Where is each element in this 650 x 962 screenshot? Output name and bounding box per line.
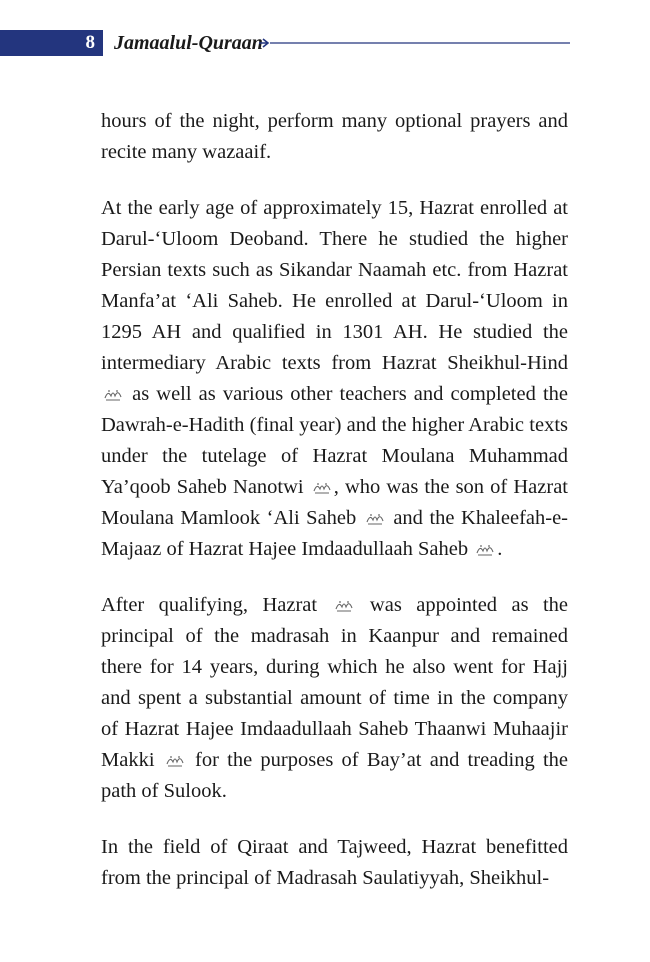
paragraph-4: In the field of Qiraat and Tajweed, Hazrat benefitted from the principal of Madrasah Saulatiyyah, Sheikhul- (101, 836, 568, 889)
arabic-calligraphy-honorific-icon (334, 597, 354, 613)
arabic-calligraphy-honorific-icon (312, 479, 332, 495)
page-number: 8 (85, 32, 95, 53)
page-number-band (0, 30, 103, 56)
paragraph-1: hours of the night, perform many optional prayers and recite many wazaaif. (101, 110, 568, 163)
arabic-calligraphy-honorific-icon (365, 510, 385, 526)
arabic-calligraphy-honorific-icon (165, 752, 185, 768)
paragraph-2: At the early age of approximately 15, Hazrat enrolled at Darul-‘Uloom Deoband. There he studied the higher Persian texts such as Sikandar Naamah etc. from Hazrat Manfa’at ‘Ali Saheb. He enrolled at Darul-‘Uloom in 1295 AH and qualified in 1301 AH. He studied the intermediary Arabic texts from Hazrat Sheikhul-Hind as well as various other teachers and completed the Dawrah-e-Hadith (final year) and the higher Arabic texts under the tutelage of Hazrat Moulana Muhammad Ya’qoob Saheb Nanotwi , who was the son of Hazrat Moulana Mamlook ‘Ali Saheb and the Khaleefah-e-Majaaz of Hazrat Hajee Imdaadullaah Saheb . (101, 197, 568, 560)
running-header (0, 30, 650, 56)
header-arrow-rule (258, 36, 570, 50)
header-arrow-icon (259, 39, 268, 47)
arabic-calligraphy-honorific-icon (475, 541, 495, 557)
book-title: Jamaalul-Quraan (114, 32, 263, 54)
arabic-calligraphy-honorific-icon (103, 386, 123, 402)
paragraph-3: After qualifying, Hazrat was appointed as the principal of the madrasah in Kaanpur and remained there for 14 years, during which he also went for Hajj and spent a substantial amount of time in the company of Hazrat Hajee Imdaadullaah Saheb Thaanwi Muhaajir Makki for the purposes of Bay’at and treading the path of Sulook. (101, 594, 569, 802)
page-body (101, 106, 568, 919)
